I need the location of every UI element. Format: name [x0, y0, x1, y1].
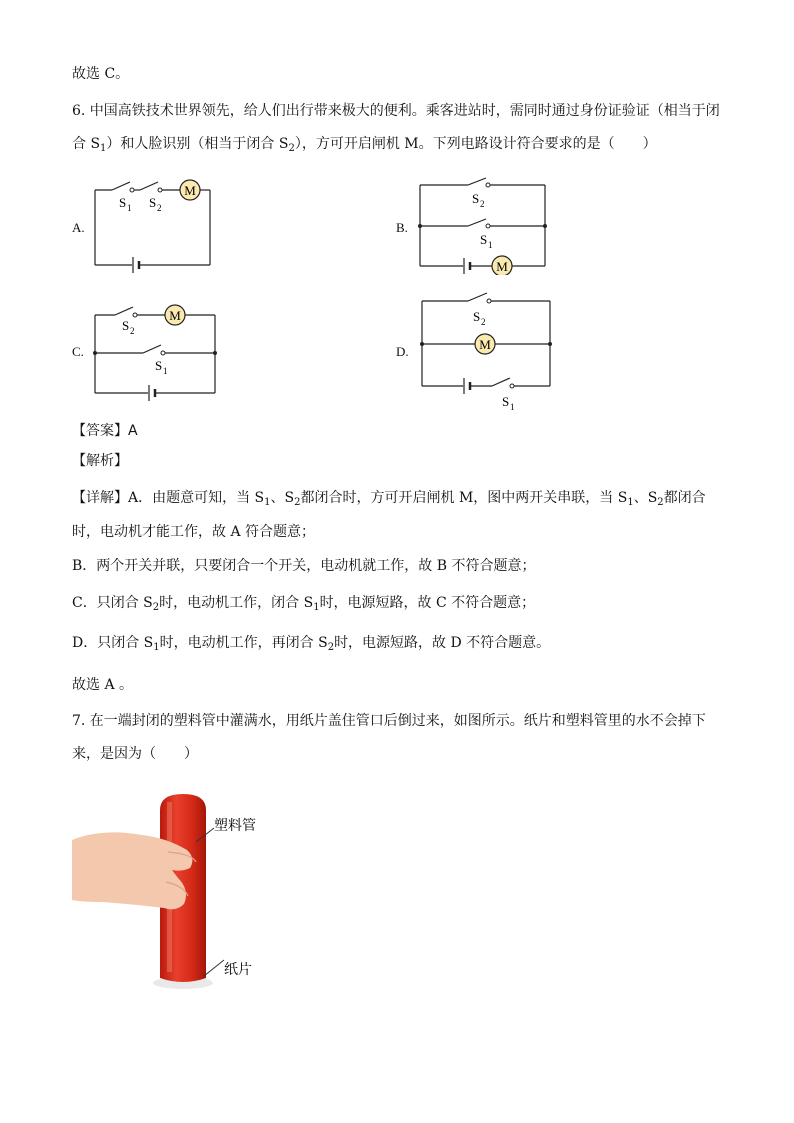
answer: 【答案】A — [72, 423, 138, 439]
q6-line-2 — [72, 134, 657, 159]
switch-label: S — [149, 195, 157, 210]
sub-1: 1 — [100, 143, 107, 154]
option-c-label: C. — [72, 344, 84, 359]
option-a-label: A. — [72, 220, 85, 235]
q7-line-2: 来，是因为（ ） — [72, 746, 198, 762]
switch-label: S — [122, 318, 130, 333]
switch-label: S — [480, 232, 488, 247]
q6-text: 合 S — [72, 136, 101, 152]
sub-1: 1 — [153, 642, 160, 653]
sub-1: 1 — [264, 497, 271, 508]
detail-text: 时，电动机工作，再闭合 S — [159, 635, 328, 651]
detail-c — [72, 593, 535, 618]
circuit-a-diagram — [85, 175, 225, 275]
sub-2: 2 — [152, 602, 160, 613]
option-b-label: B. — [396, 220, 408, 235]
sub-2: 2 — [481, 317, 486, 327]
sub-1: 1 — [510, 402, 515, 412]
detail-text: D．只闭合 S — [72, 635, 154, 651]
sub-1: 1 — [127, 203, 132, 213]
switch-label: S — [502, 394, 510, 409]
sub-2: 2 — [327, 642, 335, 653]
sub-1: 1 — [313, 602, 320, 613]
sub-2: 2 — [657, 497, 664, 508]
detail-text: 都闭合时，方可开启闸机 M，图中两开关串联，当 S — [300, 490, 628, 506]
detail-text: 、S — [270, 490, 295, 506]
switch-label: S — [473, 309, 481, 324]
detail-text: 都闭合 — [663, 490, 706, 506]
tube-photo — [72, 780, 292, 1015]
q6-text: ），方可开启闸机 M。下列电路设计符合要求的是（ ） — [294, 136, 657, 152]
tube-label: 塑料管 — [214, 818, 256, 834]
motor-label: M — [184, 183, 196, 198]
detail-text: 时，电源短路，故 D 不符合题意。 — [334, 635, 551, 651]
circuit-b-diagram — [410, 175, 560, 275]
switch-label: S — [155, 358, 163, 373]
circuit-c-diagram — [85, 298, 225, 408]
sub-2: 2 — [130, 326, 135, 336]
detail-text: 时，电源短路，故 C 不符合题意； — [319, 595, 536, 611]
sub-2: 2 — [294, 497, 301, 508]
q6-text: ）和人脸识别（相当于闭合 S — [106, 136, 289, 152]
detail-line-1 — [72, 488, 706, 513]
q6-line-1: 6. 中国高铁技术世界领先，给人们出行带来极大的便利。乘客进站时，需同时通过身份证验证（相当于闭 — [72, 103, 720, 119]
prev-conclusion: 故选 C。 — [72, 66, 130, 82]
option-d-label: D. — [396, 344, 409, 359]
motor-label: M — [479, 337, 491, 352]
circuit-d-diagram — [410, 288, 560, 413]
paper-label: 纸片 — [224, 962, 252, 978]
sub-1: 1 — [163, 366, 168, 376]
sub-1: 1 — [488, 240, 493, 250]
motor-label: M — [496, 259, 508, 274]
conclusion: 故选 A 。 — [72, 677, 134, 693]
detail-b: B．两个开关并联，只要闭合一个开关，电动机就工作，故 B 不符合题意； — [72, 558, 536, 574]
detail-text: C．只闭合 S — [72, 595, 153, 611]
switch-label: S — [472, 191, 480, 206]
sub-2: 2 — [480, 199, 485, 209]
detail-text: 【详解】A．由题意可知，当 S — [72, 490, 265, 506]
detail-text: 时，电动机工作，闭合 S — [159, 595, 314, 611]
detail-text: 、S — [633, 490, 658, 506]
sub-2: 2 — [157, 203, 162, 213]
q7-line-1: 7. 在一端封闭的塑料管中灌满水，用纸片盖住管口后倒过来，如图所示。纸片和塑料管里的水不会掉下 — [72, 713, 706, 729]
sub-2: 2 — [288, 143, 295, 154]
analysis-heading: 【解析】 — [72, 453, 128, 469]
detail-d — [72, 633, 550, 658]
detail-line-2: 时，电动机才能工作，故 A 符合题意； — [72, 524, 316, 540]
motor-label: M — [169, 308, 181, 323]
sub-1: 1 — [627, 497, 634, 508]
switch-label: S — [119, 195, 127, 210]
